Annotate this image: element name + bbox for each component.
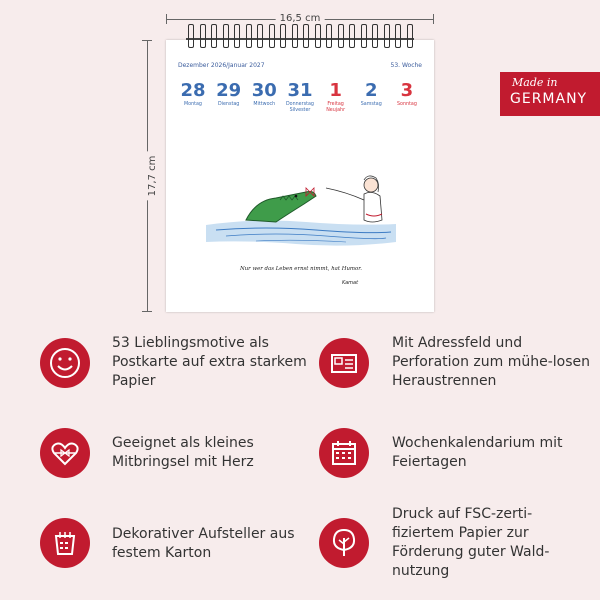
day-column xyxy=(319,80,353,114)
feature-text: Druck auf FSC-zerti-fiziertem Papier zur Förderung guter Wald-nutzung xyxy=(392,506,550,579)
signature: Kamat xyxy=(342,280,359,286)
postcard-icon xyxy=(319,338,369,388)
binding-ring xyxy=(326,24,332,48)
day-column xyxy=(212,80,246,114)
width-dimension xyxy=(166,14,434,24)
binding-ring xyxy=(269,24,275,48)
day-number: 1 xyxy=(329,80,342,101)
day-column xyxy=(247,80,281,114)
binding-ring xyxy=(395,24,401,48)
desk-calendar-icon xyxy=(40,518,90,568)
day-name: Donnerstag xyxy=(285,102,314,107)
width-label: 16,5 cm xyxy=(276,13,325,24)
height-dimension xyxy=(142,40,158,312)
day-name: Mittwoch xyxy=(253,102,276,107)
day-number: 3 xyxy=(400,80,414,101)
day-holiday: Silvester xyxy=(289,108,311,113)
smiley-icon xyxy=(40,338,90,388)
binding-ring xyxy=(303,24,309,48)
made-in-germany-badge xyxy=(500,72,600,116)
day-column xyxy=(176,80,210,114)
calendar-icon xyxy=(319,428,369,478)
tree-icon xyxy=(319,518,369,568)
heart-gift-icon xyxy=(40,428,90,478)
binding-ring xyxy=(338,24,344,48)
calendar-card xyxy=(166,40,434,312)
day-column xyxy=(354,80,388,114)
day-name: Samstag xyxy=(360,102,382,107)
feature-text: Dekorativer Aufsteller aus festem Karton xyxy=(112,526,295,561)
day-number: 28 xyxy=(180,80,206,101)
day-number: 2 xyxy=(365,80,378,101)
binding-ring xyxy=(188,24,194,48)
day-column xyxy=(283,80,317,114)
binding-ring xyxy=(246,24,252,48)
calendar-header xyxy=(178,62,422,69)
binding-ring xyxy=(257,24,263,48)
day-holiday: Neujahr xyxy=(326,108,346,113)
binding-ring xyxy=(234,24,240,48)
spiral-binding xyxy=(166,24,434,50)
feature-text: Wochenkalendarium mit Feiertagen xyxy=(392,435,563,470)
binding-ring xyxy=(292,24,298,48)
day-number: 31 xyxy=(287,80,313,101)
feature-text: Mit Adressfeld und Perforation zum mühe-losen Heraustrennen xyxy=(392,335,591,389)
binding-ring xyxy=(223,24,229,48)
day-column xyxy=(390,80,424,114)
calendar-days xyxy=(176,80,424,114)
binding-ring xyxy=(315,24,321,48)
binding-ring xyxy=(372,24,378,48)
binding-ring xyxy=(384,24,390,48)
binding-ring xyxy=(211,24,217,48)
feature-text: 53 Lieblingsmotive als Postkarte auf extra starkem Papier xyxy=(112,335,307,389)
day-number: 30 xyxy=(251,80,277,101)
badge-country: GERMANY xyxy=(510,91,588,107)
day-name: Montag xyxy=(184,102,202,107)
binding-ring xyxy=(280,24,286,48)
badge-made-in: Made in xyxy=(512,76,558,89)
crocodile-illustration xyxy=(196,170,406,280)
motto-text: Nur wer das Leben ernst nimmt, hat Humor. xyxy=(239,266,362,272)
calendar-month-range: Dezember 2026/Januar 2027 xyxy=(178,62,265,69)
binding-ring xyxy=(407,24,413,48)
day-name: Freitag xyxy=(327,102,344,107)
height-label: 17,7 cm xyxy=(147,152,158,201)
binding-ring xyxy=(349,24,355,48)
binding-ring xyxy=(200,24,206,48)
calendar-week: 53. Woche xyxy=(390,62,422,69)
day-name: Dienstag xyxy=(217,102,240,107)
binding-ring xyxy=(361,24,367,48)
day-name: Sonntag xyxy=(396,102,417,107)
feature-text: Geeignet als kleines Mitbringsel mit Herz xyxy=(112,435,254,470)
day-number: 29 xyxy=(216,80,242,101)
